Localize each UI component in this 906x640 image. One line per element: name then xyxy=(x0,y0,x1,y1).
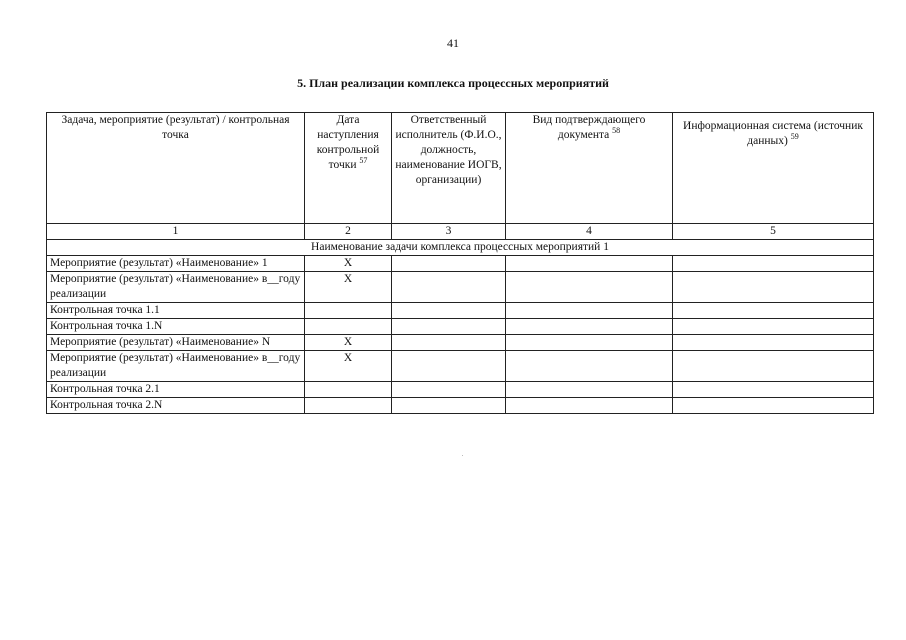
header-col-5: Информационная система (источник данных) $^{59}$ xyxy=(673,113,874,224)
row-document xyxy=(506,382,673,398)
row-system xyxy=(673,398,874,414)
table-row xyxy=(47,319,874,335)
column-number: 3 xyxy=(392,224,506,240)
row-label: Контрольная точка 1.N xyxy=(47,319,305,335)
row-system xyxy=(673,303,874,319)
column-number: 1 xyxy=(47,224,305,240)
row-date: X xyxy=(305,272,392,303)
table-row xyxy=(47,256,874,272)
scan-speck xyxy=(462,455,463,456)
row-executor xyxy=(392,382,506,398)
footnote-ref: 58 xyxy=(612,126,621,136)
table-row xyxy=(47,303,874,319)
column-number-row xyxy=(47,224,874,240)
row-label: Мероприятие (результат) «Наименование» в__году реализации xyxy=(47,272,305,303)
footnote-ref: 59 xyxy=(790,132,799,142)
row-document xyxy=(506,351,673,382)
column-number: 2 xyxy=(305,224,392,240)
header-col-2: Дата наступления контрольной точки $^{57}$ xyxy=(305,113,392,224)
row-label: Контрольная точка 2.N xyxy=(47,398,305,414)
row-date xyxy=(305,303,392,319)
table-row xyxy=(47,351,874,382)
row-label: Мероприятие (результат) «Наименование» в__году реализации xyxy=(47,351,305,382)
plan-table xyxy=(46,112,874,414)
row-date: X xyxy=(305,351,392,382)
row-date: X xyxy=(305,335,392,351)
row-label: Мероприятие (результат) «Наименование» 1 xyxy=(47,256,305,272)
section-title: 5. План реализации комплекса процессных мероприятий xyxy=(297,76,609,90)
row-date: X xyxy=(305,256,392,272)
task-row xyxy=(47,240,874,256)
row-executor xyxy=(392,335,506,351)
row-document xyxy=(506,319,673,335)
row-executor xyxy=(392,256,506,272)
table-row xyxy=(47,382,874,398)
row-document xyxy=(506,335,673,351)
row-system xyxy=(673,382,874,398)
row-document xyxy=(506,272,673,303)
header-col-3: Ответственный исполнитель (Ф.И.О., должность, наименование ИОГВ, организации) xyxy=(392,113,506,224)
row-system xyxy=(673,351,874,382)
row-executor xyxy=(392,272,506,303)
row-executor xyxy=(392,351,506,382)
column-number: 4 xyxy=(506,224,673,240)
row-date xyxy=(305,382,392,398)
row-label: Контрольная точка 2.1 xyxy=(47,382,305,398)
table-row xyxy=(47,335,874,351)
row-document xyxy=(506,256,673,272)
table-row xyxy=(47,272,874,303)
row-document xyxy=(506,303,673,319)
table-row xyxy=(47,398,874,414)
row-document xyxy=(506,398,673,414)
row-system xyxy=(673,272,874,303)
header-col-1: Задача, мероприятие (результат) / контрольная точка xyxy=(47,113,305,224)
row-label: Мероприятие (результат) «Наименование» N xyxy=(47,335,305,351)
row-system xyxy=(673,319,874,335)
page-number: 41 xyxy=(447,36,459,50)
row-date xyxy=(305,398,392,414)
row-date xyxy=(305,319,392,335)
header-col-4: Вид подтверждающего документа $^{58}$ xyxy=(506,113,673,224)
row-system xyxy=(673,256,874,272)
footnote-ref: 57 xyxy=(359,156,368,166)
row-executor xyxy=(392,319,506,335)
row-label: Контрольная точка 1.1 xyxy=(47,303,305,319)
row-executor xyxy=(392,303,506,319)
header-row xyxy=(47,113,874,224)
row-executor xyxy=(392,398,506,414)
row-system xyxy=(673,335,874,351)
task-name: Наименование задачи комплекса процессных мероприятий 1 xyxy=(47,240,874,256)
column-number: 5 xyxy=(673,224,874,240)
